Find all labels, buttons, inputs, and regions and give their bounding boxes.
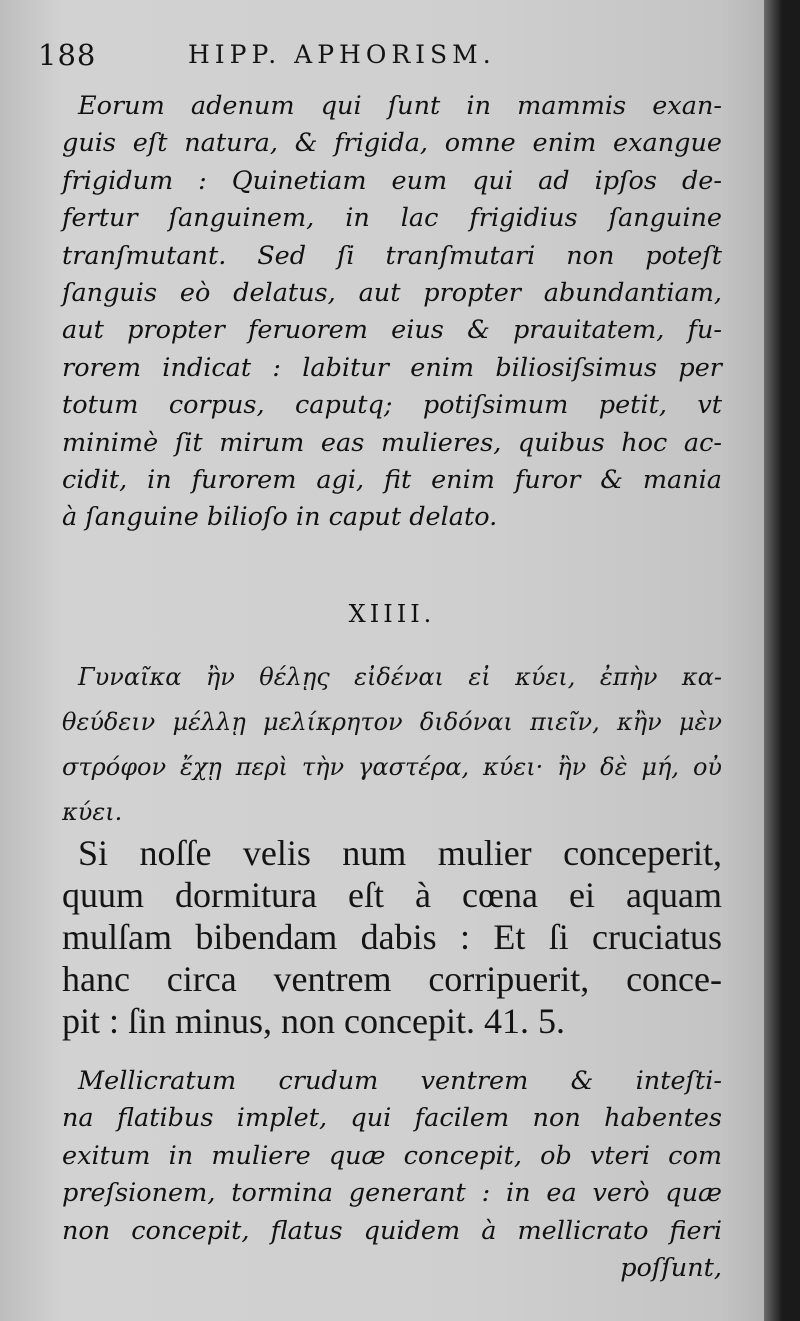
text-line: minimè ſit mirum eas mulieres, quibus hoc ac- (62, 427, 722, 458)
text-line: mulſam bibendam dabis : Et ſi cruciatus (62, 917, 722, 957)
text-line: Γυναῖκα ἢν θέλῃς εἰδέναι εἰ κύει, ἐπὴν κα- (78, 663, 722, 691)
text-line: Eorum adenum qui ſunt in mammis exan- (78, 91, 722, 121)
greek-aphorism (62, 655, 722, 835)
text-line: preſsionem, tormina generant : in ea verò quæ (62, 1178, 722, 1209)
text-line: non concepit, flatus quidem à mellicrato fieri (62, 1215, 722, 1246)
text-line: Mellicratum crudum ventrem & inteſti- (78, 1066, 722, 1096)
text-line: fertur ſanguinem, in lac frigidius ſanguine (62, 203, 722, 234)
text-line: cidit, in furorem agi, fit enim furor & mania (62, 465, 722, 496)
latin-aphorism (62, 832, 722, 1042)
text-line: aut propter feruorem eius & prauitatem, fu- (62, 315, 722, 346)
text-line: θεύδειν μέλλῃ μελίκρητον διδόναι πιεῖν, κἢν μὲν (62, 708, 722, 736)
text-line: totum corpus, caputq; potiſsimum petit, vt (62, 390, 722, 421)
text-line: pit : ſin minus, non concepit. 41. 5. (62, 1001, 565, 1041)
text-line: Si noſſe velis num mulier conceperit, (78, 833, 722, 873)
text-line: στρόφον ἔχῃ περὶ τὴν γαστέρα, κύει· ἢν δὲ μή, οὐ (62, 753, 722, 781)
running-title: HIPP. APHORISM. (188, 40, 496, 69)
text-line: exitum in muliere quæ concepit, ob vteri com (62, 1140, 722, 1171)
page-number: 188 (38, 38, 97, 72)
text-line: à ſanguine bilioſo in caput delato. (62, 502, 498, 533)
catchword: poſſunt, (620, 1253, 722, 1284)
text-line: tranſmutant. Sed ſi tranſmutari non poteſt (62, 240, 722, 271)
commentary-bottom (62, 1063, 722, 1287)
text-line: guis eſt natura, & frigida, omne enim exangue (62, 128, 722, 159)
page-gutter (764, 0, 782, 1321)
text-line: frigidum : Quinetiam eum qui ad ipſos de- (62, 165, 722, 196)
text-line: ſanguis eò delatus, aut propter abundantiam, (62, 278, 722, 309)
page-header (38, 38, 738, 78)
section-heading: XIIII. (348, 600, 436, 628)
text-line: quum dormitura eſt à cœna ei aquam (62, 875, 722, 915)
text-line: hanc circa ventrem corripuerit, conce- (62, 959, 722, 999)
text-line: rorem indicat : labitur enim biliosiſsimus per (62, 352, 722, 383)
text-line: na flatibus implet, qui facilem non habentes (62, 1103, 722, 1134)
commentary-top (62, 88, 722, 537)
text-line: κύει. (62, 798, 123, 826)
